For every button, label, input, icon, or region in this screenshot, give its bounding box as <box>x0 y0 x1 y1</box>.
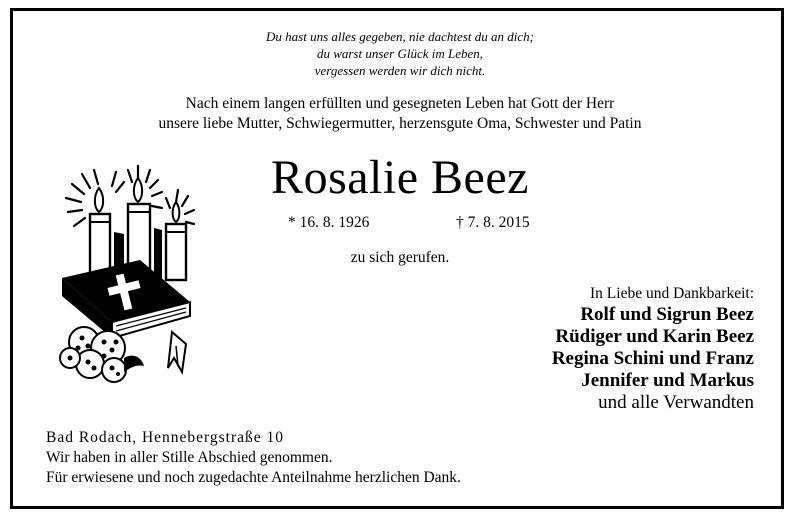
mourner-family: Rüdiger und Karin Beez <box>555 326 754 347</box>
intro-text <box>0 94 800 134</box>
intro-line: Nach einem langen erfüllten und gesegneten Leben hat Gott der Herr <box>185 95 615 112</box>
footer <box>46 428 461 488</box>
intro-line: unsere liebe Mutter, Schwiegermutter, herzensgute Oma, Schwester und Patin <box>158 115 642 132</box>
deceased-name: Rosalie Beez <box>271 151 529 204</box>
candles-bible-cross-flowers-icon <box>54 162 212 384</box>
mourner-family: Rolf und Sigrun Beez <box>580 304 754 325</box>
poem-line: Du hast uns alles gegeben, nie dachtest du an dich; <box>266 29 534 44</box>
poem <box>0 28 800 79</box>
mourner-family: Regina Schini und Franz <box>551 348 754 369</box>
birth-date: * 16. 8. 1926 <box>288 214 370 231</box>
poem-line: vergessen werden wir dich nicht. <box>314 63 486 78</box>
farewell-text: Wir haben in aller Stille Abschied genommen. <box>46 449 333 466</box>
address: Bad Rodach, Hennebergstraße 10 <box>46 429 285 446</box>
mourners-relatives: und alle Verwandten <box>598 392 754 413</box>
poem-line: du warst unser Glück im Leben, <box>316 46 484 61</box>
thanks-text: Für erwiesene und noch zugedachte Anteilnahme herzlichen Dank. <box>46 469 461 486</box>
called-home-text: zu sich gerufen. <box>350 249 450 266</box>
mourner-family: Jennifer und Markus <box>581 370 754 391</box>
mourners-intro: In Liebe und Dankbarkeit: <box>590 285 754 302</box>
mourners-block <box>552 284 754 414</box>
death-date: † 7. 8. 2015 <box>456 214 530 231</box>
